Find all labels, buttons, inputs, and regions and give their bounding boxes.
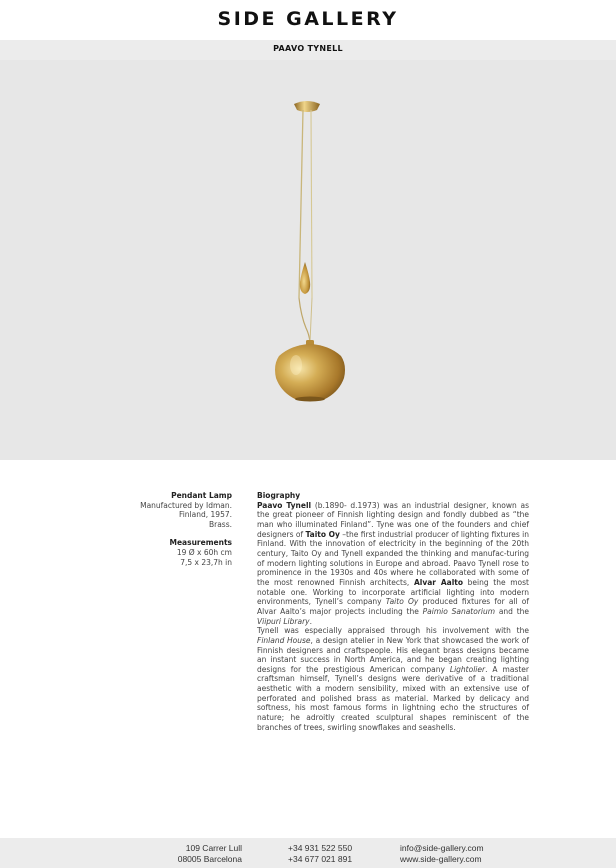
product-origin: Finland, 1957. [178, 510, 232, 520]
canopy-icon [294, 101, 320, 112]
biography-paragraph-2: Tynell was especially appraised through his involvement with the Finland House, a design atelier in New York that showcased the work of Finnish designers and craftspeople. His elegant brass designs became an instant success in North America, and he began creating lighting designs for the prestigious American company Lightolier. A master craftsman himself, Tynell’s designs were derivative of a traditional aesthetic with a modern sensibility, mixed with an extensive use of perforated and polished brass as material. Marked by delicacy and softness, his most famous forms in lightning echo the structures of nature; he adroitly created sculptural shapes reminiscent of the branches of trees, swirling snowflakes and seashells. [257, 626, 529, 732]
biography-paragraph-1: Paavo Tynell (b.1890- d.1973) was an industrial designer, known as the great pioneer of Finnish lighting design and fondly dubbed as “the man who illuminated Finland”. Tyne was one of the founders and chief designers of Taito Oy –the first industrial producer of lighting fixtures in Finland. With the innovation of electricity in the beginning of the 20th century, Taito Oy and Tynell expanded the thinking and manufac-turing of modern lighting solutions in Europe and abroad. Paavo Tynell rose to prominence in the 1930s and 40s where he collaborated with some of the most renowned Finnish architects, Alvar Aalto being the most notable one. Working to incorporate artificial lighting into modern environments, Tynell’s company Taito Oy produced fixtures for all of Alvar Aalto’s major projects including the Paimio Sanatorium and the Viipuri Library. [257, 500, 530, 626]
email-link[interactable]: info@side-gallery.com [400, 843, 484, 853]
lamp-shade-icon [275, 344, 345, 399]
address-line-2: 08005 Barcelona [177, 854, 242, 864]
artist-name: PAAVO TYNELL [273, 44, 343, 53]
footer-address [0, 843, 242, 865]
product-maker: Manufactured by Idman. [140, 500, 232, 510]
biography-section [257, 491, 529, 732]
pendant-lamp-illustration [0, 60, 616, 460]
counterweight-icon [300, 262, 310, 294]
product-details [100, 491, 232, 567]
biography-heading: Biography [257, 491, 301, 500]
address-line-1: 109 Carrer Lull [185, 843, 242, 853]
phone-1[interactable]: +34 931 522 550 [288, 843, 353, 853]
gallery-logo: SIDE GALLERY [217, 8, 399, 30]
product-title: Pendant Lamp [171, 491, 232, 500]
measurement-in: 7,5 x 23,7h in [180, 557, 232, 567]
measurement-cm: 19 Ø x 60h cm [176, 547, 232, 557]
product-photo [0, 60, 616, 460]
website-link[interactable]: www.side-gallery.com [400, 854, 482, 864]
phone-2[interactable]: +34 677 021 891 [288, 854, 353, 864]
measurements-label: Measurements [169, 538, 232, 548]
footer-contact [400, 843, 520, 865]
footer-phones [288, 843, 378, 865]
product-material: Brass. [208, 519, 232, 529]
